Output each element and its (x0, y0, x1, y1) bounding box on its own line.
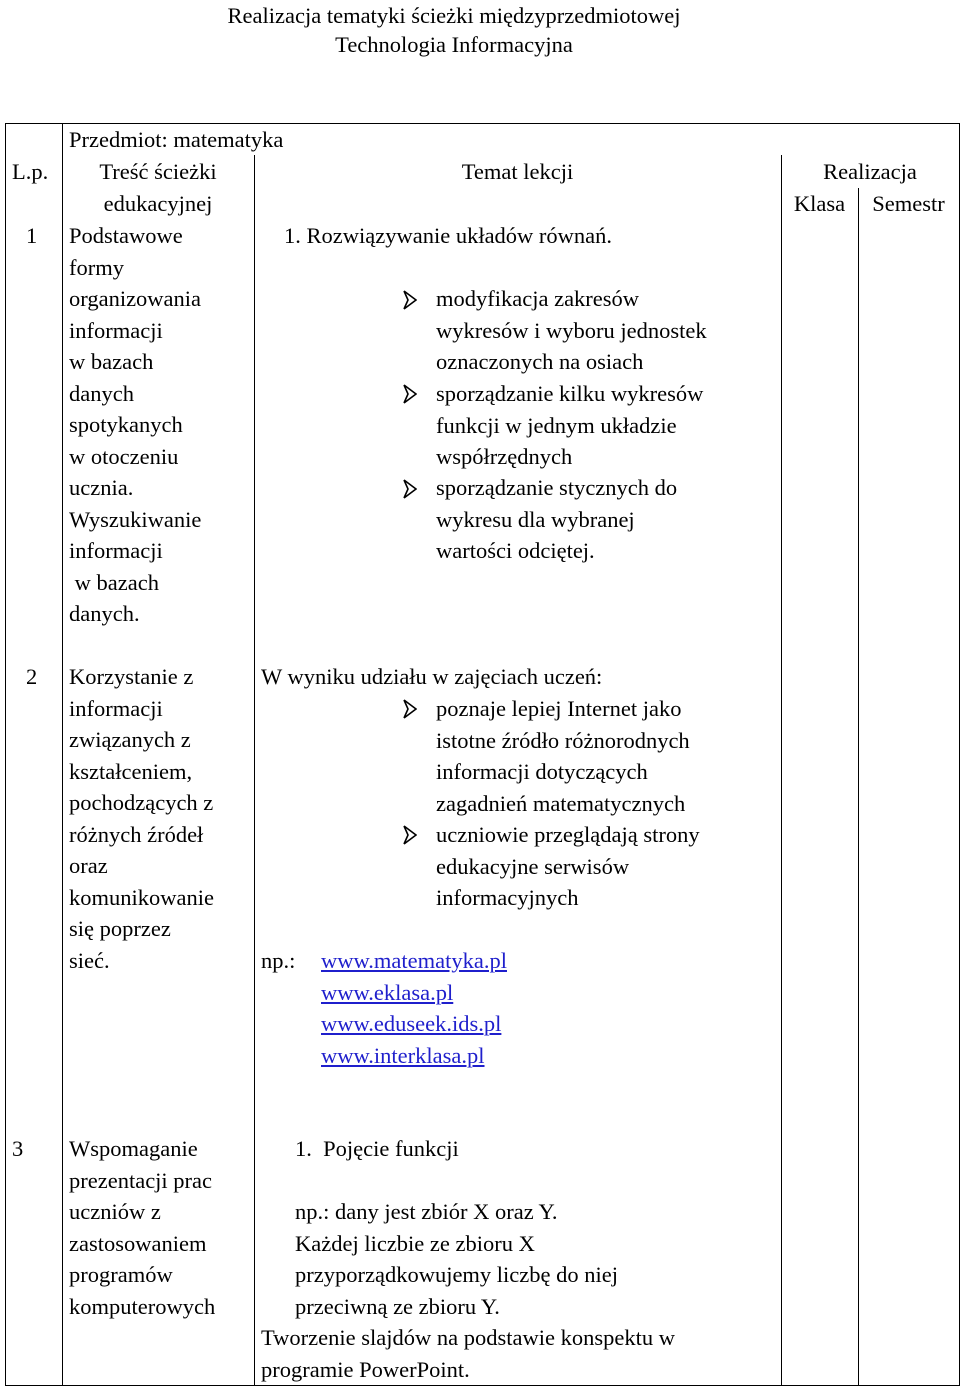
arrow-bullet-icon (403, 290, 417, 310)
page-title-line1: Realizacja tematyki ścieżki międzyprzedmiotowej (227, 3, 681, 28)
arrow-bullet-icon (403, 384, 417, 404)
row1-number: 1 (26, 223, 38, 248)
link-matematyka[interactable]: www.matematyka.pl (321, 948, 507, 973)
arrow-bullet-icon (403, 699, 417, 719)
header-content: Treść ścieżki edukacyjnej (99, 159, 217, 216)
row2-intro: W wyniku udziału w zajęciach uczeń: (261, 664, 603, 689)
row2-content: Korzystanie z informacji związanych z kształceniem, pochodzących z różnych źródeł oraz komunikowanie się poprzez sieć. (69, 664, 214, 973)
row1-topic-heading: 1. Rozwiązywanie układów równań. (284, 223, 613, 248)
arrow-bullet-icon (403, 825, 417, 845)
row3-number: 3 (12, 1136, 24, 1161)
header-class: Klasa (793, 191, 846, 216)
row1-bullet-2: sporządzanie kilku wykresów funkcji w jednym układzie współrzędnych (436, 381, 704, 469)
header-lp: L.p. (12, 159, 49, 184)
row2-bullet-1: poznaje lepiej Internet jako istotne źródło różnorodnych informacji dotyczących zagadnień matematycznych (436, 696, 690, 816)
row3-example: np.: dany jest zbiór X oraz Y. Każdej liczbie ze zbioru X przyporządkowujemy liczbę do niej przeciwną ze zbioru Y. (295, 1199, 619, 1319)
row2-examples-label: np.: (261, 948, 296, 973)
subject-label: Przedmiot: matematyka (69, 127, 284, 152)
page-title-line2: Technologia Informacyjna (335, 32, 573, 57)
row1-bullet-1: modyfikacja zakresów wykresów i wyboru jednostek oznaczonych na osiach (436, 286, 707, 374)
row1-bullet-3: sporządzanie stycznych do wykresu dla wybranej wartości odciętej. (436, 475, 678, 563)
row3-content: Wspomaganie prezentacji prac uczniów z zastosowaniem programów komputerowych (69, 1136, 216, 1319)
row3-topic-heading: 1. Pojęcie funkcji (295, 1136, 459, 1161)
row2-bullet-2: uczniowie przeglądają strony edukacyjne serwisów informacyjnych (436, 822, 700, 910)
header-realization: Realizacja (823, 159, 917, 184)
arrow-bullet-icon (403, 479, 417, 499)
row3-summary: Tworzenie slajdów na podstawie konspektu w programie PowerPoint. (261, 1325, 675, 1382)
header-topic: Temat lekcji (461, 159, 574, 184)
row2-number: 2 (26, 664, 38, 689)
header-semester: Semestr (872, 191, 945, 216)
link-interklasa[interactable]: www.interklasa.pl (321, 1042, 485, 1068)
row2-links (321, 945, 507, 1071)
link-eduseek[interactable]: www.eduseek.ids.pl (321, 1011, 502, 1036)
link-eklasa[interactable]: www.eklasa.pl (321, 979, 454, 1005)
row1-content: Podstawowe formy organizowania informacji w bazach danych spotykanych w otoczeniu ucznia. Wyszukiwanie informacji w bazach danych. (69, 223, 202, 626)
